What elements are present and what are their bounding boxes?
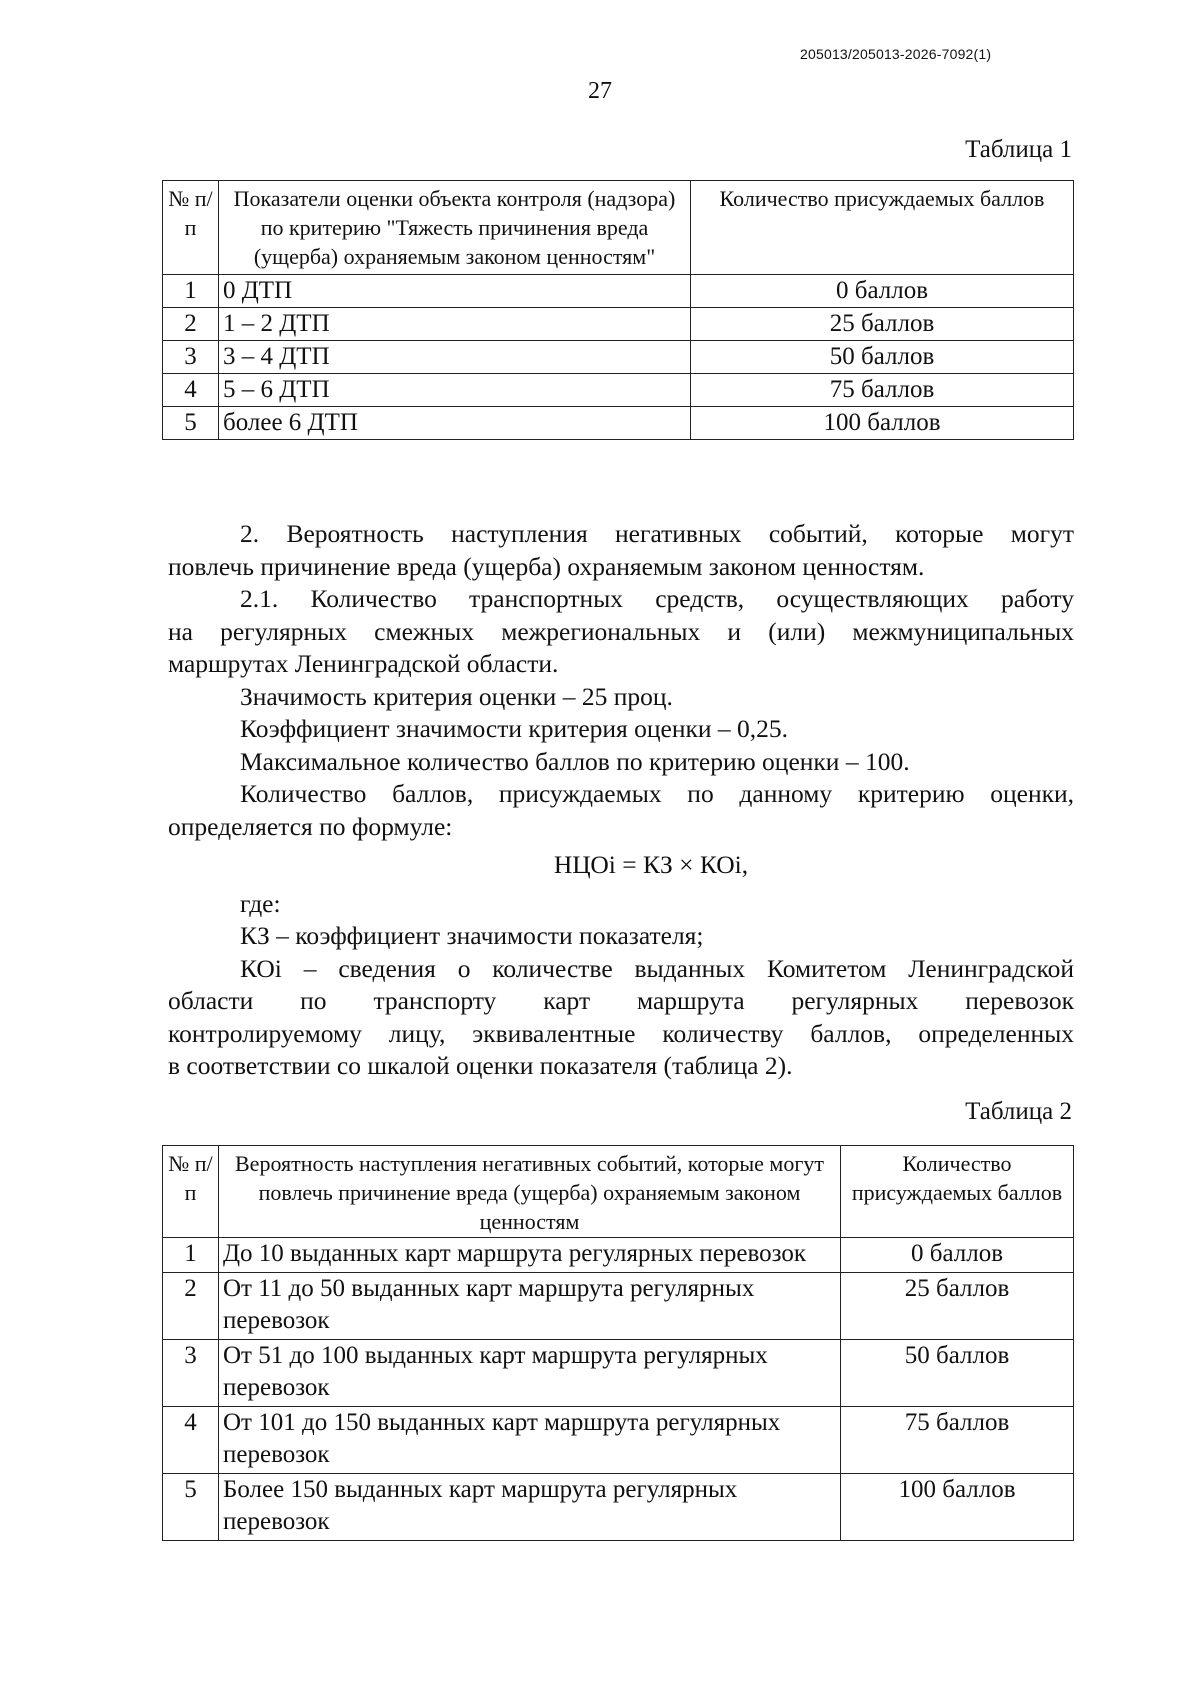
row-points: 0 баллов (691, 275, 1074, 308)
column-header-points: Количество присуждаемых баллов (691, 181, 1074, 275)
row-points: 100 баллов (691, 407, 1074, 440)
paragraph: КОi – сведения о количестве выданных Комитетом Ленинградской (240, 953, 1074, 983)
table-1-header-row (163, 181, 1074, 275)
table-2 (162, 1145, 1074, 1541)
paragraph: КЗ – коэффициент значимости показателя; (240, 921, 704, 950)
table-row (163, 341, 1074, 374)
row-indicator: От 11 до 50 выданных карт маршрута регулярных перевозок (219, 1273, 841, 1340)
paragraph: где: (240, 888, 281, 918)
paragraph: Коэффициент значимости критерия оценки – 0,25. (240, 714, 789, 743)
row-number: 4 (163, 1407, 219, 1474)
table-2-caption: Таблица 2 (965, 1098, 1072, 1125)
paragraph-continuation: области по транспорту карт маршрута регулярных перевозок (168, 986, 1074, 1015)
table-1 (162, 180, 1074, 440)
row-indicator: 1 – 2 ДТП (219, 308, 691, 341)
table-row (163, 1474, 1074, 1541)
row-indicator: Более 150 выданных карт маршрута регулярных перевозок (219, 1474, 841, 1541)
table-row (163, 374, 1074, 407)
row-number: 4 (163, 374, 219, 407)
row-number: 5 (163, 1474, 219, 1541)
row-number: 1 (163, 275, 219, 308)
column-header-indicator: Показатели оценки объекта контроля (надзора) по критерию "Тяжесть причинения вреда (ущерба) охраняемым законом ценностям" (219, 181, 691, 275)
table-row (163, 1273, 1074, 1340)
row-points: 100 баллов (841, 1474, 1074, 1541)
row-points: 0 баллов (841, 1238, 1074, 1273)
row-number: 2 (163, 308, 219, 341)
row-number: 1 (163, 1238, 219, 1273)
paragraph: Значимость критерия оценки – 25 проц. (240, 681, 673, 711)
paragraph: 2. Вероятность наступления негативных событий, которые могут (240, 519, 1074, 548)
column-header-indicator: Вероятность наступления негативных событий, которые могут повлечь причинение вреда (ущерба) охраняемым законом ценностям (219, 1146, 841, 1238)
row-number: 2 (163, 1273, 219, 1340)
row-points: 75 баллов (841, 1407, 1074, 1474)
row-indicator: От 51 до 100 выданных карт маршрута регулярных перевозок (219, 1340, 841, 1407)
paragraph-continuation: маршрутах Ленинградской области. (168, 649, 559, 678)
paragraph: Максимальное количество баллов по критерию оценки – 100. (240, 746, 910, 776)
paragraph-continuation: повлечь причинение вреда (ущерба) охраняемым законом ценностям. (168, 551, 925, 581)
row-points: 50 баллов (841, 1340, 1074, 1407)
table-row (163, 275, 1074, 308)
document-id: 205013/205013-2026-7092(1) (800, 46, 992, 62)
row-points: 25 баллов (841, 1273, 1074, 1340)
table-row (163, 1407, 1074, 1474)
row-indicator: более 6 ДТП (219, 407, 691, 440)
row-indicator: До 10 выданных карт маршрута регулярных перевозок (219, 1238, 841, 1273)
table-row (163, 1238, 1074, 1273)
row-points: 75 баллов (691, 374, 1074, 407)
row-indicator: От 101 до 150 выданных карт маршрута регулярных перевозок (219, 1407, 841, 1474)
paragraph-continuation: в соответствии со шкалой оценки показателя (таблица 2). (168, 1051, 793, 1080)
column-header-number: № п/п (163, 181, 219, 275)
body-text (168, 518, 1074, 1083)
table-row (163, 1340, 1074, 1407)
row-points: 50 баллов (691, 341, 1074, 374)
table-1-caption: Таблица 1 (965, 136, 1072, 163)
table-row (163, 407, 1074, 440)
column-header-points: Количество присуждаемых баллов (841, 1146, 1074, 1238)
paragraph: Количество баллов, присуждаемых по данному критерию оценки, (240, 779, 1074, 808)
row-indicator: 5 – 6 ДТП (219, 374, 691, 407)
row-indicator: 0 ДТП (219, 275, 691, 308)
paragraph: 2.1. Количество транспортных средств, осуществляющих работу (240, 584, 1074, 613)
formula: НЦОi = КЗ × КОi, (553, 850, 749, 879)
row-number: 5 (163, 407, 219, 440)
paragraph-continuation: на регулярных смежных межрегиональных и (или) межмуниципальных (168, 616, 1074, 646)
column-header-number: № п/п (163, 1146, 219, 1238)
table-2-header-row (163, 1146, 1074, 1238)
table-row (163, 308, 1074, 341)
row-indicator: 3 – 4 ДТП (219, 341, 691, 374)
row-points: 25 баллов (691, 308, 1074, 341)
row-number: 3 (163, 341, 219, 374)
row-number: 3 (163, 1340, 219, 1407)
paragraph-continuation: определяется по формуле: (168, 811, 453, 841)
paragraph-continuation: контролируемому лицу, эквивалентные количеству баллов, определенных (168, 1018, 1074, 1048)
page-number: 27 (588, 78, 612, 104)
